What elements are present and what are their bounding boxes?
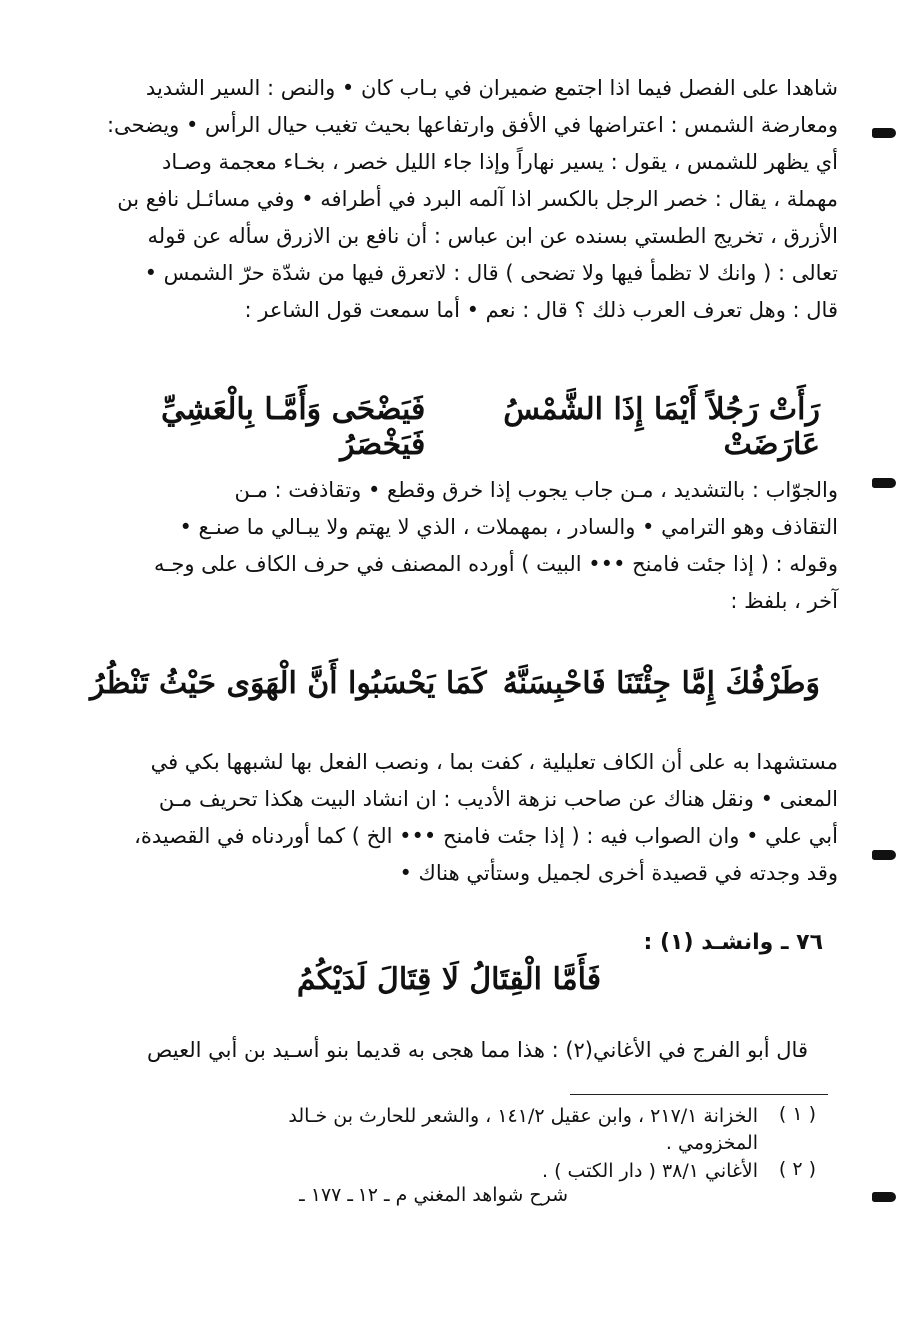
text-line: وقوله : ( إذا جئت فامنح ••• البيت ) أورده المصنف في حرف الكاف على وجـه [153,552,838,576]
text-line: المعنى • ونقل هناك عن صاحب نزهة الأديب : ان انشاد البيت هكذا تحريف مـن [158,787,838,811]
verse-second-hemistich: فَيَضْحَى وَأَمَّـا بِالْعَشِيِّ فَيَخْصَرُ [161,392,426,462]
text-line: التقاذف وهو الترامي • والسادر ، بمهملات ، الذي لا يهتم ولا يبـالي ما صنـع • [179,515,838,539]
poem-verse-3: فَأَمَّا الْقِتَالُ لَا قِتَالَ لَدَيْكُمُ [296,962,602,997]
margin-mark [872,478,896,488]
text-line: أي يظهر للشمس ، يقول : يسير نهاراً وإذا جاء الليل خصر ، بخـاء معجمة وصـاد [162,150,838,174]
text-line: آخر ، بلفظ : [730,589,838,613]
text-line: وقد وجدته في قصيدة أخرى لجميل وستأتي هناك • [399,861,838,885]
verse-first-hemistich: رَأَتْ رَجُلاً أَيْمَا إِذَا الشَّمْسُ عَارَضَتْ [503,392,820,462]
text-line: ومعارضة الشمس : اعتراضها في الأفق وارتفاعها بحيث تغيب حيال الرأس • ويضحى: [106,113,838,137]
poem-verse-2 [90,666,820,701]
text-line: والجوّاب : بالتشديد ، مـن جاب يجوب إذا خرق وقطع • وتقاذفت : مـن [234,478,838,502]
poem-verse-1 [90,392,820,462]
footnote-number: ( ١ ) [778,1103,816,1125]
paragraph-4 [68,1032,808,1069]
paragraph-1 [83,70,838,329]
footnote-line: الأغاني ٣٨/١ ( دار الكتب ) . [542,1160,758,1182]
text-line: قال : وهل تعرف العرب ذلك ؟ قال : نعم • أما سمعت قول الشاعر : [244,298,838,322]
text-line: قال أبو الفرج في الأغاني(٢) : هذا مما هجى به قديما بنو أسـيد بن أبي العيص [147,1038,808,1062]
text-line: تعالى : ( وانك لا تظمأ فيها ولا تضحى ) قال : لاتعرق فيها من شدّة حرّ الشمس • [144,261,838,285]
page-number: ـ ١٧٧ ـ [299,1184,353,1206]
footnote-2 [88,1158,758,1185]
text-line: مهملة ، يقال : خصر الرجل بالكسر اذا آلمه البرد في أطرافه • وفي مسائـل نافع بن [117,187,838,211]
paragraph-2 [83,472,838,620]
text-line: شاهدا على الفصل فيما اذا اجتمع ضميران في بـاب كان • والنص : السير الشديد [145,76,838,100]
text-line: الأزرق ، تخريج الطستي بسنده عن ابن عباس : أن نافع بن الازرق سأله عن قوله [147,224,838,248]
margin-mark [872,1192,896,1202]
verse-first-hemistich: وَطَرْفُكَ إِمَّا جِئْتَنَا فَاحْبِسَنَّهُ [502,666,820,701]
text-line: أبي علي • وان الصواب فيه : ( إذا جئت فامنح ••• الخ ) كما أوردناه في القصيدة، [134,824,838,848]
footnote-line: المخزومي . [665,1132,758,1154]
text-line: مستشهدا به على أن الكاف تعليلية ، كفت بما ، ونصب الفعل بها لشبهها بكي في [150,750,838,774]
section-heading: ٧٦ ـ وانشـد (١) : [643,930,823,955]
verse-second-hemistich: كَمَا يَحْسَبُوا أَنَّ الْهَوَى حَيْثُ تَنْظُرُ [90,666,487,701]
margin-mark [872,850,896,860]
footnote-line: الخزانة ٢١٧/١ ، وابن عقيل ١٤١/٢ ، والشعر للحارث بن خـالد [288,1105,758,1127]
running-footer: شرح شواهد المغني م ـ ١٢ [357,1184,568,1206]
footnote-1 [88,1103,758,1157]
margin-mark [872,128,896,138]
paragraph-3 [83,744,838,892]
footnote-divider [570,1094,828,1095]
footnote-number: ( ٢ ) [778,1158,816,1180]
